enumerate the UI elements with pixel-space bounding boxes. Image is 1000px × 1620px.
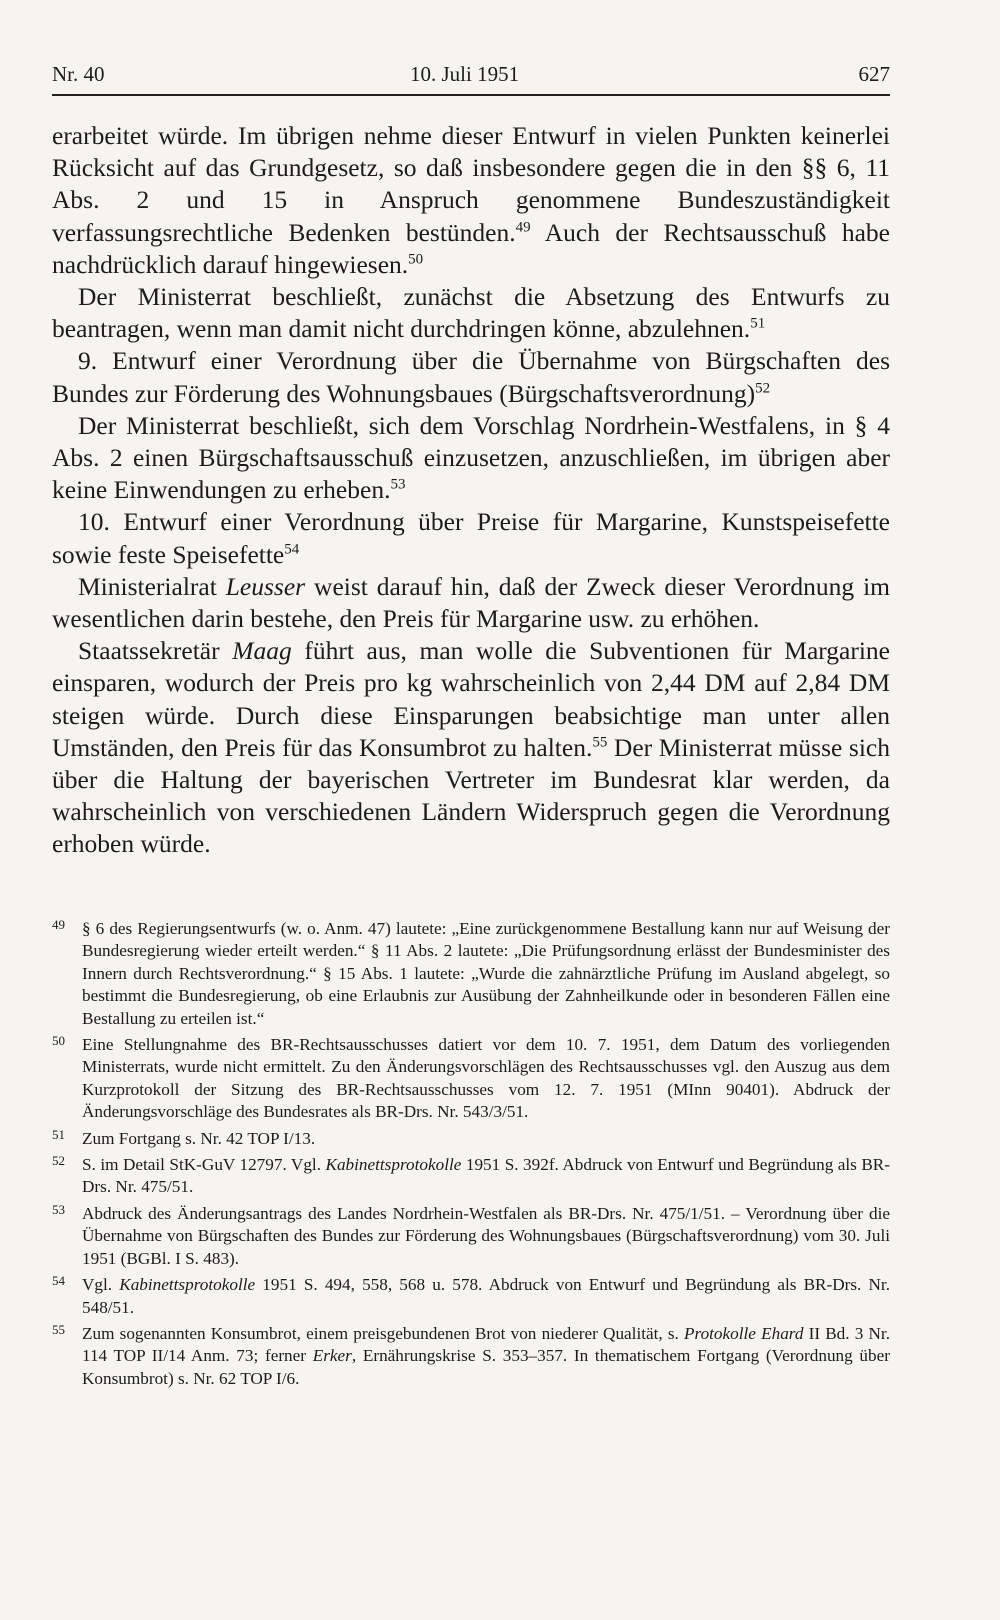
paragraph: Ministerialrat Leusser weist darauf hin, daß der Zweck dieser Verordnung im wesentlichen darin bestehe, den Preis für Margarine usw. zu erhöhen.	[52, 571, 890, 634]
footnote-ref[interactable]: 53	[390, 476, 406, 493]
page-number: 627	[858, 62, 890, 86]
footnote-ref[interactable]: 49	[515, 219, 531, 236]
paragraph: Der Ministerrat beschließt, sich dem Vorschlag Nordrhein-Westfalens, in § 4 Abs. 2 einen Bürgschaftsausschuß einzusetzen, anzuschließen, im übrigen aber keine Einwendungen zu erheben.$^{53}$	[52, 410, 890, 505]
footnote-ref[interactable]: 55	[592, 734, 608, 751]
paragraph: Staatssekretär Maag führt aus, man wolle die Subventionen für Margarine einsparen, wodurch der Preis pro kg wahrscheinlich von 2,44 DM auf 2,84 DM steigen würde. Durch diese Einsparungen beabsichtige man unter allen Umständen, den Preis für das Konsumbrot zu halten.$^{55}$ Der Ministerrat müsse sich über die Haltung der bayerischen Vertreter im Bundesrat klar werden, da wahrscheinlich von verschiedenen Ländern Widerspruch gegen die Verordnung erhoben würde.	[52, 636, 891, 859]
footnote-number: 54	[52, 1273, 65, 1289]
footnote-ref[interactable]: 52	[755, 380, 771, 397]
paragraph: Der Ministerrat beschließt, zunächst die Absetzung des Entwurfs zu beantragen, wenn man damit nicht durchdringen könne, abzulehnen.$^{51}$	[52, 282, 890, 344]
footnote-number: 52	[52, 1153, 65, 1169]
footnote-number: 49	[52, 917, 65, 932]
footnote-ref[interactable]: 54	[284, 541, 300, 558]
footnote-ref[interactable]: 50	[408, 251, 424, 268]
footnote-number: 53	[52, 1201, 65, 1217]
footnote-number: 50	[52, 1033, 65, 1049]
agenda-item-heading: 10. Entwurf einer Verordnung über Preise für Margarine, Kunstspeisefette sowie feste Speisefette$^{54}$	[52, 507, 890, 569]
footnote-53: 53 Abdruck des Änderungsantrags des Landes Nordrhein-Westfalen als BR-Drs. Nr. 475/1/51. – Verordnung über die Übernahme von Bürgschaften des Bundes zur Förderung des Wohnungsbaues (Bürgschaftsverordnung) vom 30. Juli 1951 (BGBl. I S. 483).	[52, 1203, 890, 1270]
footnote-51: 51 Zum Fortgang s. Nr. 42 TOP I/13.	[52, 1128, 890, 1150]
header-date: 10. Juli 1951	[410, 62, 520, 86]
footnote-ref[interactable]: 51	[750, 315, 766, 332]
footnote-50: 50 Eine Stellungnahme des BR-Rechtsausschusses datiert vor dem 10. 7. 1951, dem Datum des vorliegenden Ministerrats, wurde nicht ermittelt. Zu den Änderungsvorschlägen des Rechtsausschusses vgl. den Auszug aus dem Kurzprotokoll der Sitzung des BR-Rechtsausschusses vom 12. 7. 1951 (MInn 90401). Abdruck der Änderungsvorschläge des Bundesrates als BR-Drs. Nr. 543/3/51.	[52, 1034, 890, 1124]
footnote-55: 55 Zum sogenannten Konsumbrot, einem preisgebundenen Brot von niederer Qualität, s. Protokolle Ehard II Bd. 3 Nr. 114 TOP II/14 Anm. 73; ferner Erker, Ernährungskrise S. 353–357. In thematischem Fortgang (Verordnung über Konsumbrot) s. Nr. 62 TOP I/6.	[52, 1323, 890, 1390]
speaker-name: Leusser	[225, 571, 306, 601]
footnote-number: 51	[52, 1126, 65, 1142]
footnote-number: 55	[52, 1321, 65, 1337]
agenda-item-heading: 9. Entwurf einer Verordnung über die Übernahme von Bürgschaften des Bundes zur Förderung des Wohnungsbaues (Bürgschaftsverordnung)$^{52}$	[52, 346, 890, 408]
footnotes	[52, 918, 890, 1394]
paragraph: erarbeitet würde. Im übrigen nehme dieser Entwurf in vielen Punkten keinerlei Rücksicht auf das Grundgesetz, so daß insbesondere gegen die in den §§ 6, 11 Abs. 2 und 15 in Anspruch genommene Bundeszuständigkeit verfassungsrechtliche Bedenken bestünden.$^{49}$ Auch der Rechtsausschuß habe nachdrücklich darauf hingewiesen.$^{50}$	[52, 121, 890, 279]
main-text	[52, 120, 890, 861]
document-number: Nr. 40	[52, 62, 105, 86]
footnote-49: 49 § 6 des Regierungsentwurfs (w. o. Anm. 47) lautete: „Eine zurückgenommene Bestallung kann nur auf Weisung der Bundesregierung wieder erteilt werden.“ § 11 Abs. 2 lautete: „Die Prüfungsordnung erlässt der Bundesminister des Innern durch Rechtsverordnung.“ § 15 Abs. 1 lautete: „Wurde die zahnärztliche Prüfung im Ausland abgelegt, so bestimmt die Bundesregierung, ob eine Erlaubnis zur Ausübung der Zahnheilkunde oder in besonderen Fällen eine Bestallung zu erteilen ist.“	[52, 918, 890, 1030]
speaker-name: Maag	[232, 636, 292, 666]
running-header	[52, 56, 890, 96]
footnote-52: 52 S. im Detail StK-GuV 12797. Vgl. Kabinettsprotokolle 1951 S. 392f. Abdruck von Entwurf und Begründung als BR-Drs. Nr. 475/51.	[52, 1154, 890, 1199]
footnote-54: 54 Vgl. Kabinettsprotokolle 1951 S. 494, 558, 568 u. 578. Abdruck von Entwurf und Begründung als BR-Drs. Nr. 548/51.	[52, 1274, 890, 1319]
